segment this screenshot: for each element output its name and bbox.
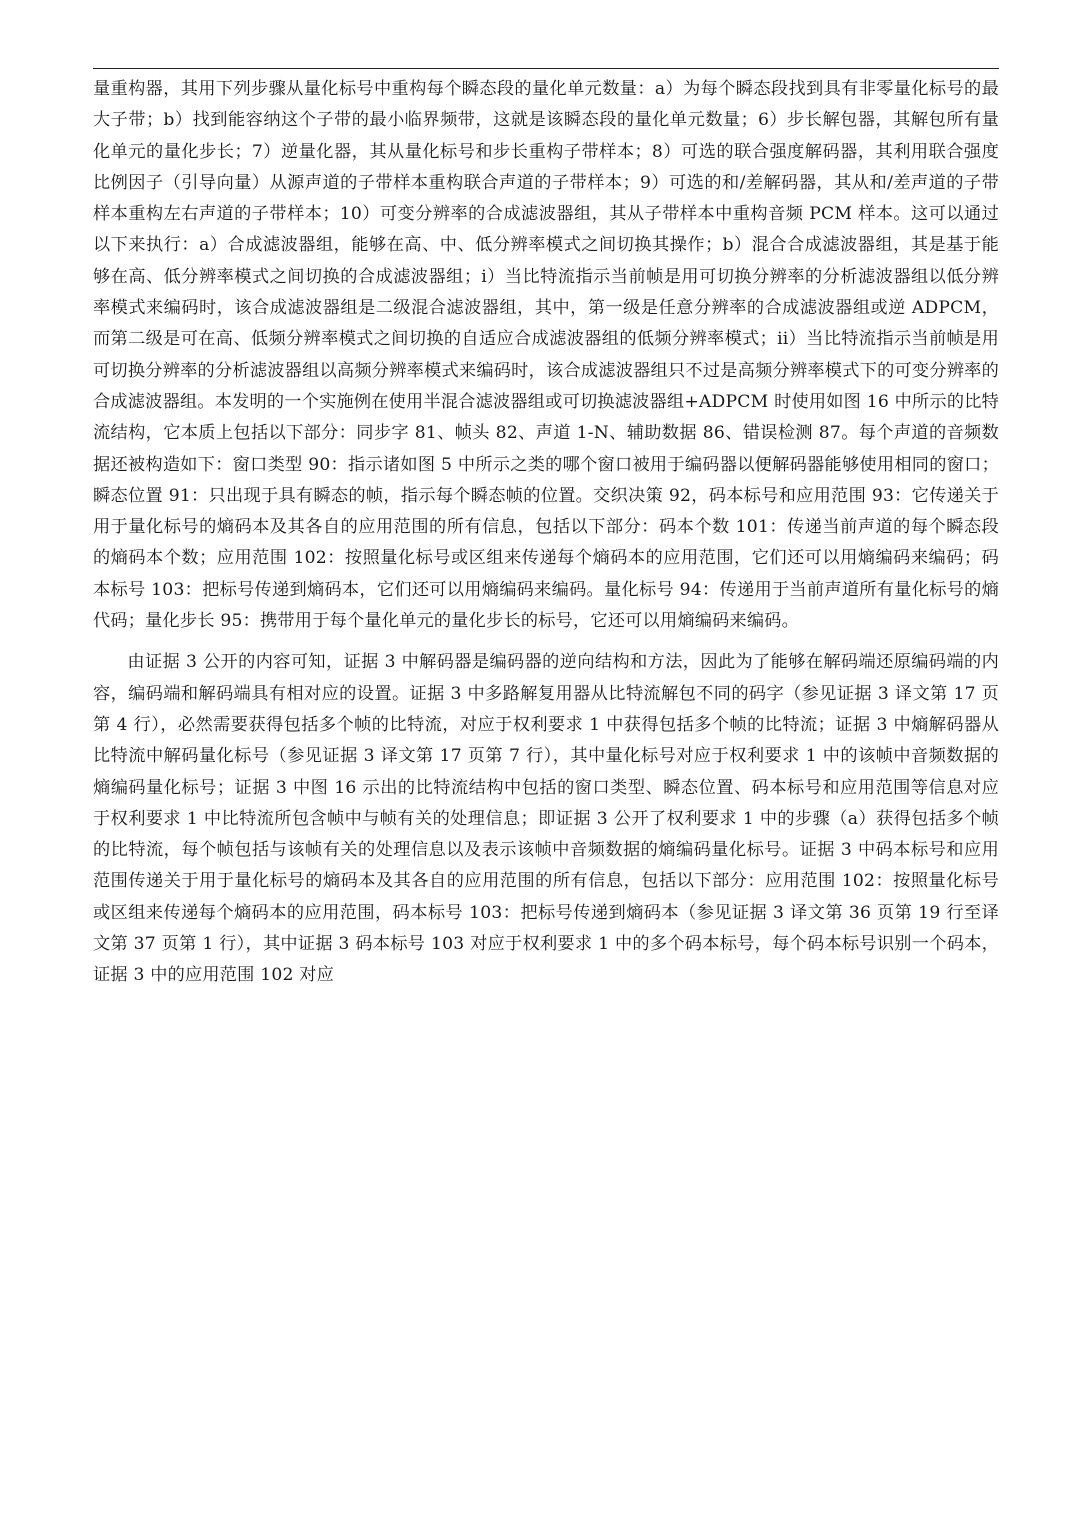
paragraph-decoder-description: 量重构器，其用下列步骤从量化标号中重构每个瞬态段的量化单元数量：a）为每个瞬态段找到具有非零量化标号的最大子带；b）找到能容纳这个子带的最小临界频带，这就是该瞬态段的量化单元数量；6）步长解包器，其解包所有量化单元的量化步长；7）逆量化器，其从量化标号和步长重构子带样本；8）可选的联合强度解码器，其利用联合强度比例因子（引导向量）从源声道的子带样本重构联合声道的子带样本；9）可选的和/差解码器，其从和/差声道的子带样本重构左右声道的子带样本；10）可变分辨率的合成滤波器组，其从子带样本中重构音频 PCM 样本。这可以通过以下来执行：a）合成滤波器组，能够在高、中、低分辨率模式之间切换其操作；b）混合合成滤波器组，其是基于能够在高、低分辨率模式之间切换的合成滤波器组；i）当比特流指示当前帧是用可切换分辨率的分析滤波器组以低分辨率模式来编码时，该合成滤波器组是二级混合滤波器组，其中，第一级是任意分辨率的合成滤波器组或逆 ADPCM，而第二级是可在高、低频分辨率模式之间切换的自适应合成滤波器组的低频分辨率模式；ii）当比特流指示当前帧是用可切换分辨率的分析滤波器组以高频分辨率模式来编码时，该合成滤波器组只不过是高频分辨率模式下的可变分辨率的合成滤波器组。本发明的一个实施例在使用半混合滤波器组或可切换滤波器组+ADPCM 时使用如图 16 中所示的比特流结构，它本质上包括以下部分：同步字 81、帧头 82、声道 1-N、辅助数据 86、错误检测 87。每个声道的音频数据还被构造如下：窗口类型 90：指示诸如图 5 中所示之类的哪个窗口被用于编码器以便解码器能够使用相同的窗口；瞬态位置 91：只出现于具有瞬态的帧，指示每个瞬态帧的位置。交织决策 92，码本标号和应用范围 93：它传递关于用于量化标号的熵码本及其各自的应用范围的所有信息，包括以下部分：码本个数 101：传递当前声道的每个瞬态段的熵码本个数；应用范围 102：按照量化标号或区组来传递每个熵码本的应用范围，它们还可以用熵编码来编码；码本标号 103：把标号传递到熵码本，它们还可以用熵编码来编码。量化标号 94：传递用于当前声道所有量化标号的熵代码；量化步长 95：携带用于每个量化单元的量化步长的标号，它还可以用熵编码来编码。 [93,79,999,632]
document-body [93,74,999,992]
header-rule [93,68,999,69]
paragraph-evidence-analysis: 由证据 3 公开的内容可知，证据 3 中解码器是编码器的逆向结构和方法，因此为了能够在解码端还原编码端的内容，编码端和解码端具有相对应的设置。证据 3 中多路解复用器从比特流解包不同的码字（参见证据 3 译文第 17 页第 4 行），必然需要获得包括多个帧的比特流，对应于权利要求 1 中获得包括多个帧的比特流；证据 3 中熵解码器从比特流中解码量化标号（参见证据 3 译文第 17 页第 7 行），其中量化标号对应于权利要求 1 中的该帧中音频数据的熵编码量化标号；证据 3 中图 16 示出的比特流结构中包括的窗口类型、瞬态位置、码本标号和应用范围等信息对应于权利要求 1 中比特流所包含帧中与帧有关的处理信息；即证据 3 公开了权利要求 1 中的步骤（a）获得包括多个帧的比特流，每个帧包括与该帧有关的处理信息以及表示该帧中音频数据的熵编码量化标号。证据 3 中码本标号和应用范围传递关于用于量化标号的熵码本及其各自的应用范围的所有信息，包括以下部分：应用范围 102：按照量化标号或区组来传递每个熵码本的应用范围，码本标号 103：把标号传递到熵码本（参见证据 3 译文第 36 页第 19 行至译文第 37 页第 1 行），其中证据 3 码本标号 103 对应于权利要求 1 中的多个码本标号，每个码本标号识别一个码本，证据 3 中的应用范围 102 对应 [93,652,999,986]
